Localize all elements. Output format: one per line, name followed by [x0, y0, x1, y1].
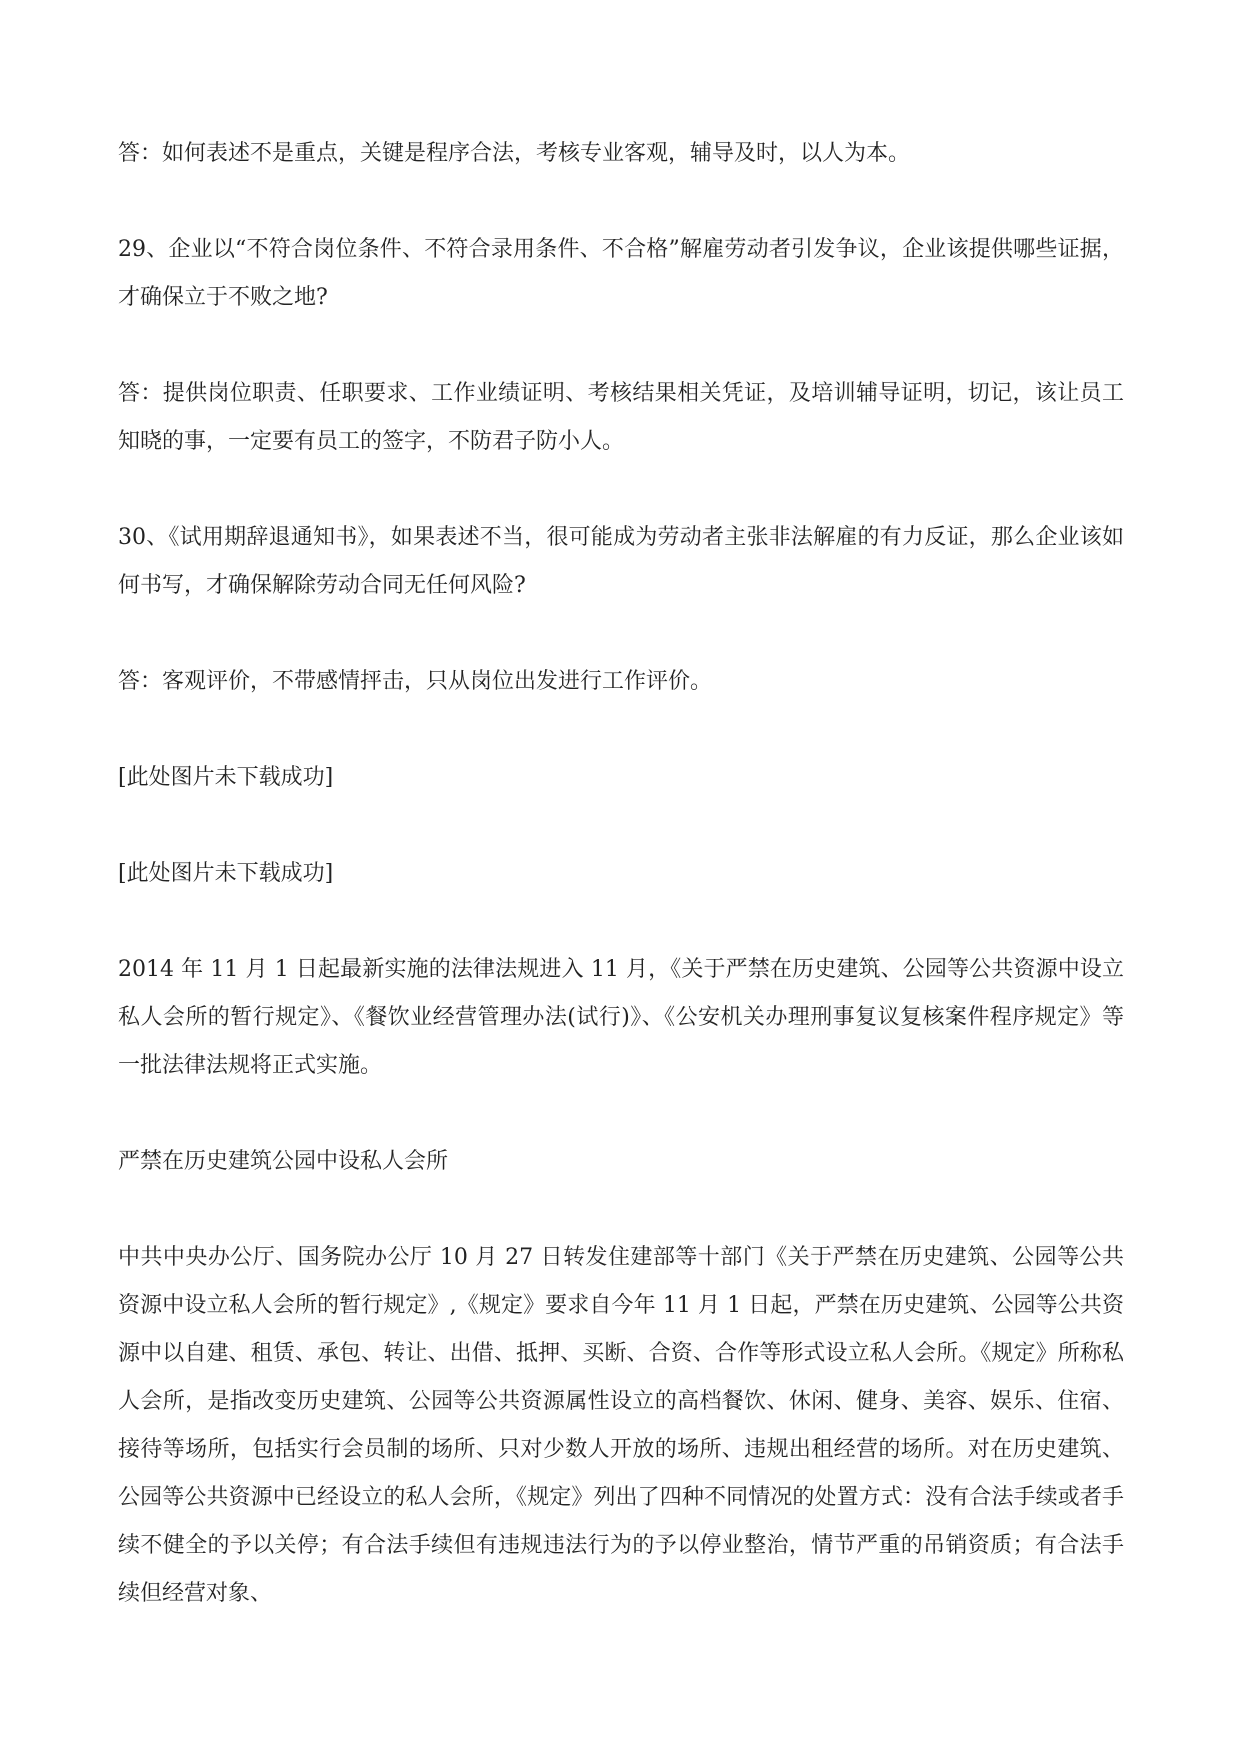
question-30-paragraph: 30、《试用期辞退通知书》，如果表述不当，很可能成为劳动者主张非法解雇的有力反证，那么企业该如何书写，才确保解除劳动合同无任何风险?: [118, 525, 1124, 598]
answer-29-paragraph: 答：提供岗位职责、任职要求、工作业绩证明、考核结果相关凭证，及培训辅导证明，切记，该让员工知晓的事，一定要有员工的签字，不防君子防小人。: [118, 381, 1124, 454]
question-29-paragraph: 29、企业以“不符合岗位条件、不符合录用条件、不合格”解雇劳动者引发争议，企业该提供哪些证据，才确保立于不败之地?: [118, 237, 1124, 310]
image-placeholder-1: [此处图片未下载成功]: [118, 765, 334, 790]
section-body-paragraph: 中共中央办公厅、国务院办公厅 10 月 27 日转发住建部等十部门《关于严禁在历史建筑、公园等公共资源中设立私人会所的暂行规定》,《规定》要求自今年 11 月 1 日起，严禁在历史建筑、公园等公共资源中以自建、租赁、承包、转让、出借、抵押、买断、合资、合作等形式设立私人会所。《规定》所称私人会所，是指改变历史建筑、公园等公共资源属性设立的高档餐饮、休闲、健身、美容、娱乐、住宿、接待等场所，包括实行会员制的场所、只对少数人开放的场所、违规出租经营的场所。对在历史建筑、公园等公共资源中已经设立的私人会所，《规定》列出了四种不同情况的处置方式：没有合法手续或者手续不健全的予以关停；有合法手续但有违规违法行为的予以停业整治，情节严重的吊销资质；有合法手续但经营对象、: [118, 1245, 1124, 1606]
news-intro-paragraph: 2014 年 11 月 1 日起最新实施的法律法规进入 11 月，《关于严禁在历史建筑、公园等公共资源中设立私人会所的暂行规定》、《餐饮业经营管理办法(试行)》、《公安机关办理刑事复议复核案件程序规定》等一批法律法规将正式实施。: [118, 957, 1124, 1078]
answer-30-paragraph: 答：客观评价，不带感情抨击，只从岗位出发进行工作评价。: [118, 669, 713, 694]
answer-28-paragraph: 答：如何表述不是重点，关键是程序合法，考核专业客观，辅导及时，以人为本。: [118, 141, 911, 166]
section-heading: 严禁在历史建筑公园中设私人会所: [118, 1149, 449, 1174]
image-placeholder-2: [此处图片未下载成功]: [118, 861, 334, 886]
